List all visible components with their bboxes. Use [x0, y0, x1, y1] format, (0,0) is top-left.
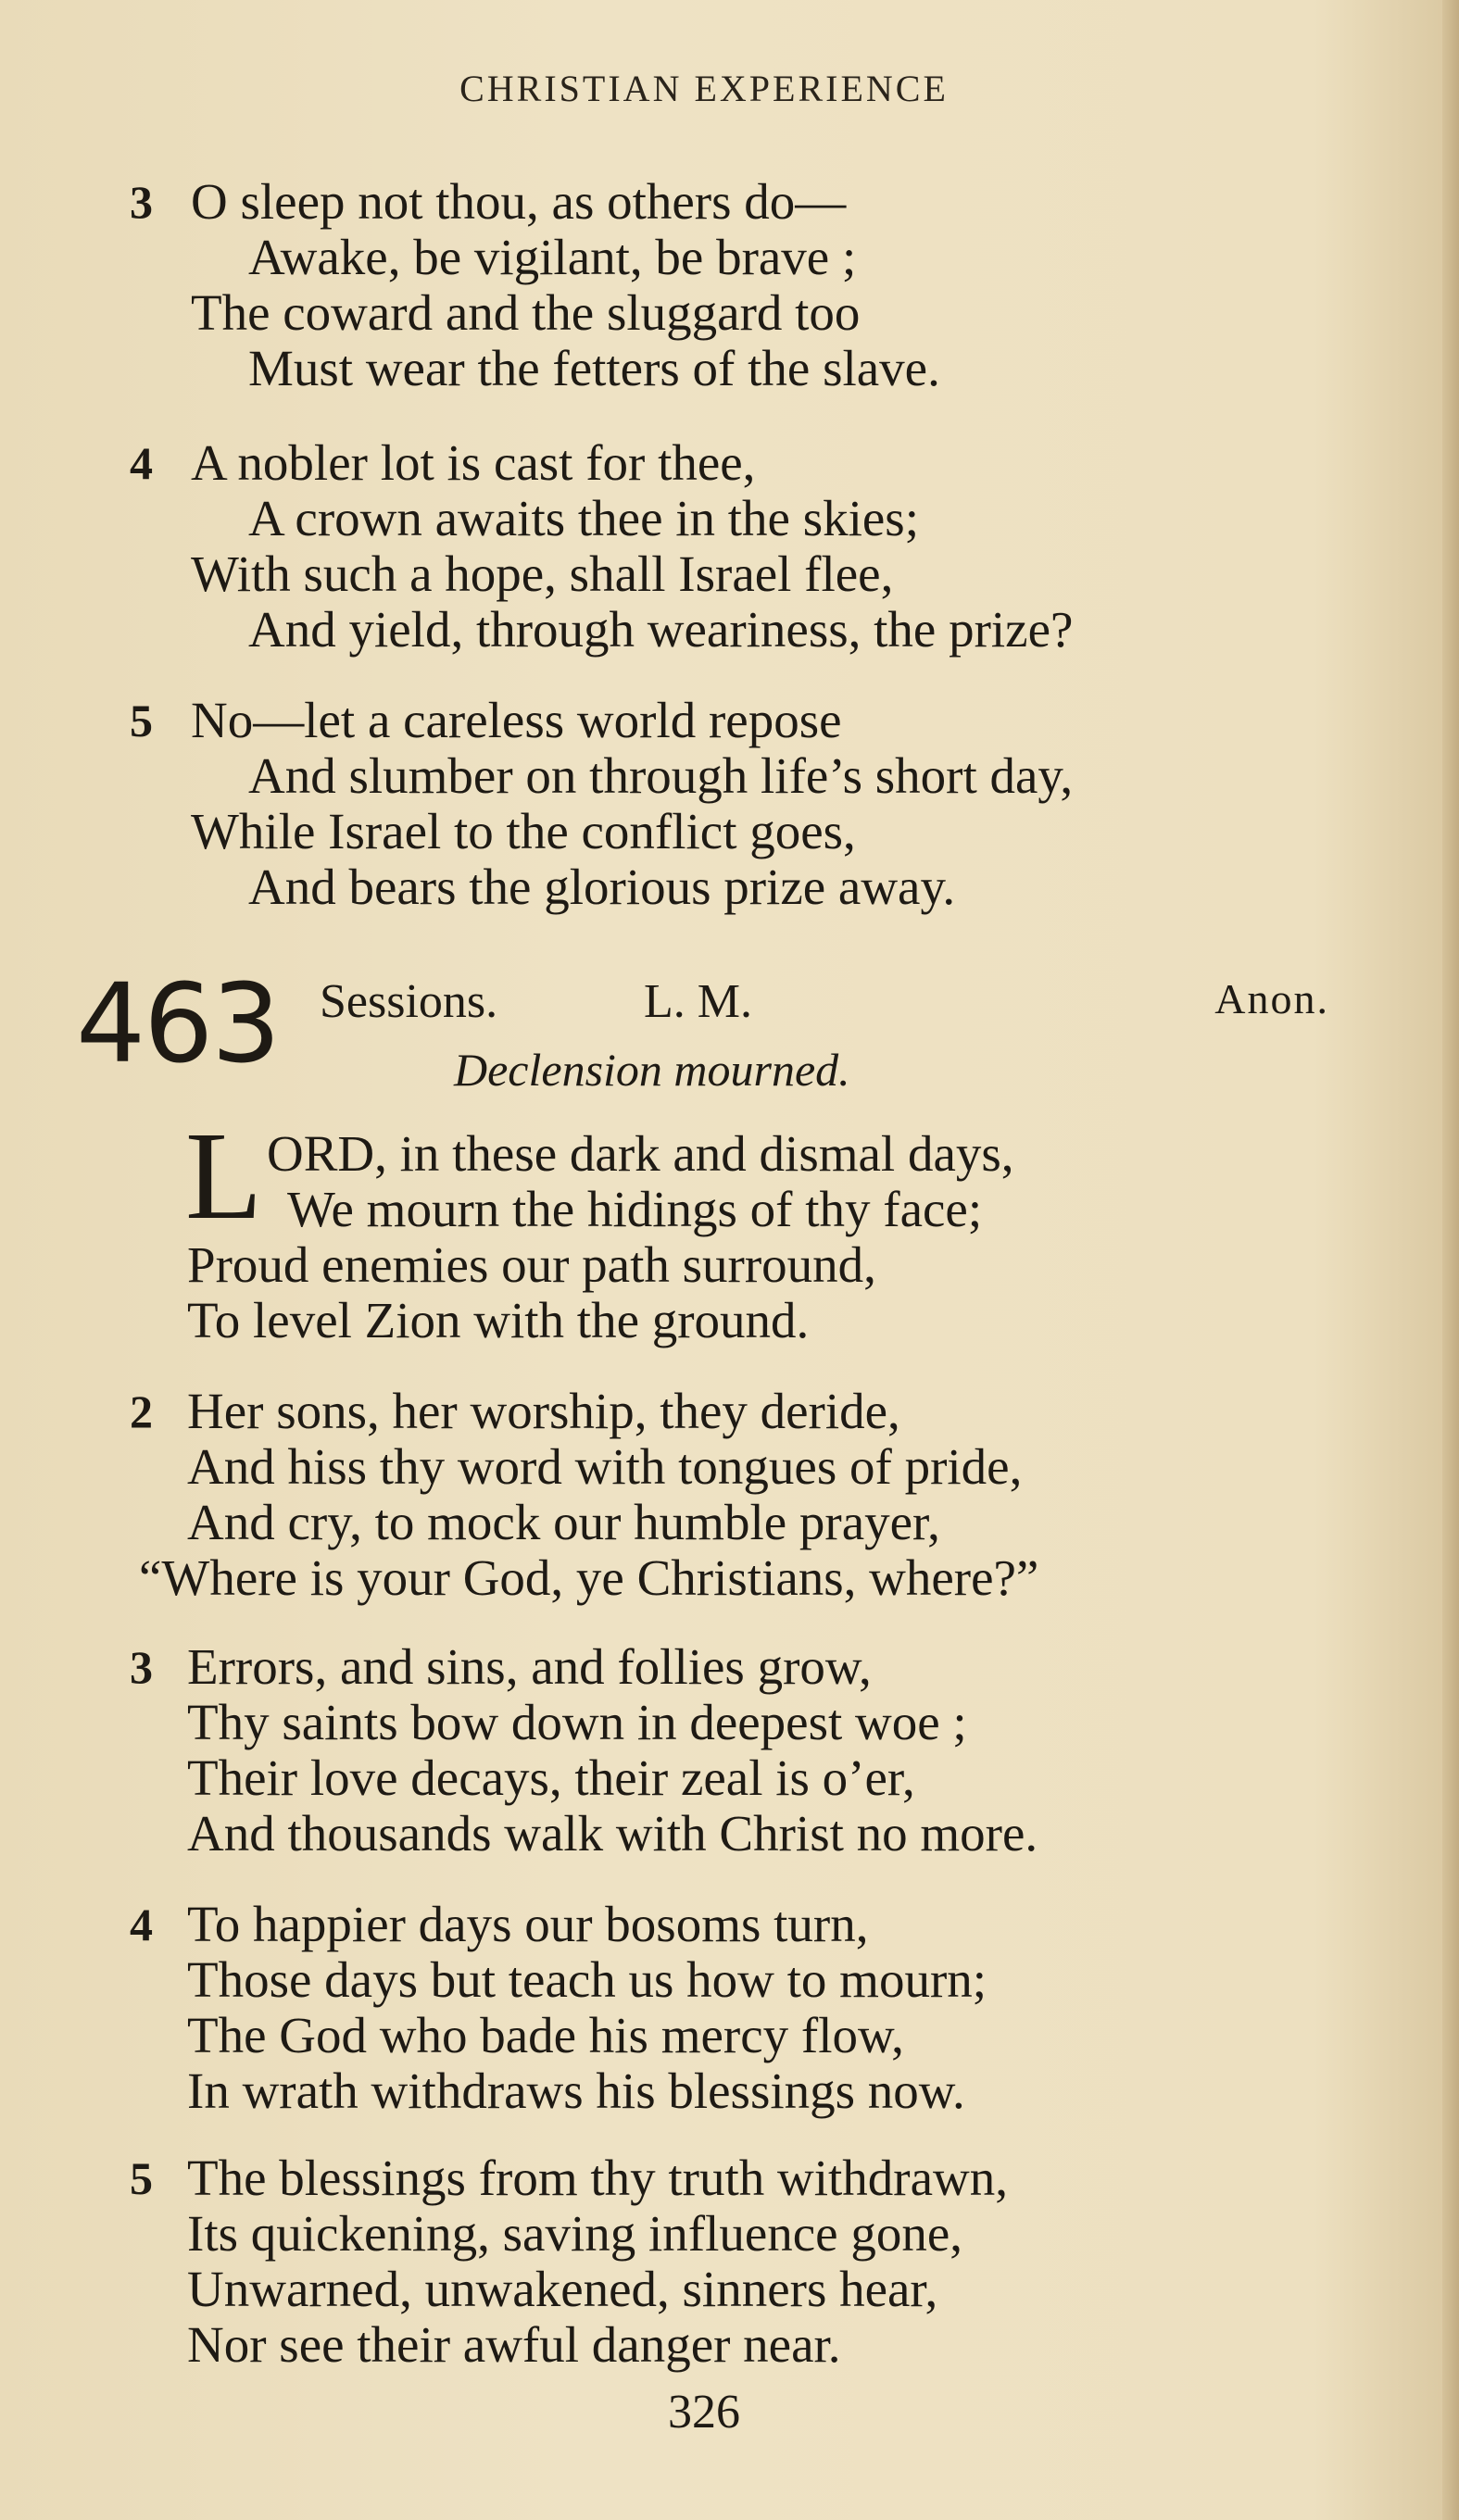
verse-line: Errors, and sins, and follies grow, [187, 1638, 872, 1695]
verse-line: O sleep not thou, as others do— [191, 173, 847, 230]
verse-line: Its quickening, saving influence gone, [187, 2205, 963, 2262]
verse-line: And yield, through weariness, the prize? [248, 601, 1074, 658]
verse-line: While Israel to the conflict goes, [191, 803, 856, 859]
hymn-number: 463 [76, 959, 280, 1087]
verse-line: The coward and the sluggard too [191, 284, 861, 341]
verse-line: We mourn the hidings of thy face; [287, 1181, 983, 1237]
verse-line: To level Zion with the ground. [187, 1292, 810, 1348]
verse-line: Awake, be vigilant, be brave ; [248, 229, 857, 285]
verse-line: “Where is your God, ye Christians, where?” [139, 1549, 1039, 1606]
verse-line: And bears the glorious prize away. [248, 859, 956, 915]
verse-line: Nor see their awful danger near. [187, 2316, 841, 2373]
verse-line: In wrath withdraws his blessings now. [187, 2062, 965, 2119]
verse-line: Proud enemies our path surround, [187, 1236, 876, 1293]
verse-line: The blessings from thy truth withdrawn, [187, 2150, 1008, 2206]
verse-line: No—let a careless world repose [191, 692, 842, 748]
verse-line: Must wear the fetters of the slave. [248, 340, 940, 396]
verse-line: And slumber on through life’s short day, [248, 747, 1074, 804]
running-head: CHRISTIAN EXPERIENCE [459, 68, 949, 109]
verse-line: Unwarned, unwakened, sinners hear, [187, 2261, 938, 2317]
meter: L. M. [644, 975, 752, 1028]
verse-line: Her sons, her worship, they deride, [187, 1383, 900, 1439]
stanza-number: 5 [130, 2152, 153, 2204]
verse-line: With such a hope, shall Israel flee, [191, 545, 894, 602]
stanza-number: 4 [130, 437, 153, 489]
stanza-number: 3 [130, 1641, 153, 1693]
stanza-number: 2 [130, 1385, 153, 1437]
stanza-number: 3 [130, 176, 153, 228]
drop-cap: L [185, 1107, 263, 1246]
tune-name: Sessions. [320, 975, 498, 1028]
author: Anon. [1214, 975, 1329, 1022]
hymn-subtitle: Declension mourned. [454, 1044, 850, 1096]
verse-line: To happier days our bosoms turn, [187, 1896, 869, 1952]
verse-line: Those days but teach us how to mourn; [187, 1951, 987, 2008]
verse-line: The God who bade his mercy flow, [187, 2007, 904, 2063]
verse-line: A nobler lot is cast for thee, [191, 434, 756, 491]
stanza-number: 4 [130, 1899, 153, 1950]
verse-line: Thy saints bow down in deepest woe ; [187, 1694, 967, 1750]
verse-line: Their love decays, their zeal is o’er, [187, 1749, 915, 1806]
page-edge [1442, 0, 1459, 2520]
stanza-number: 5 [130, 695, 153, 746]
verse-line: ORD, in these dark and dismal days, [267, 1125, 1014, 1182]
verse-line: And hiss thy word with tongues of pride, [187, 1438, 1023, 1495]
verse-line: And thousands walk with Christ no more. [187, 1805, 1038, 1862]
verse-line: A crown awaits thee in the skies; [248, 490, 919, 546]
page-number: 326 [668, 2386, 740, 2439]
verse-line: And cry, to mock our humble prayer, [187, 1494, 940, 1550]
